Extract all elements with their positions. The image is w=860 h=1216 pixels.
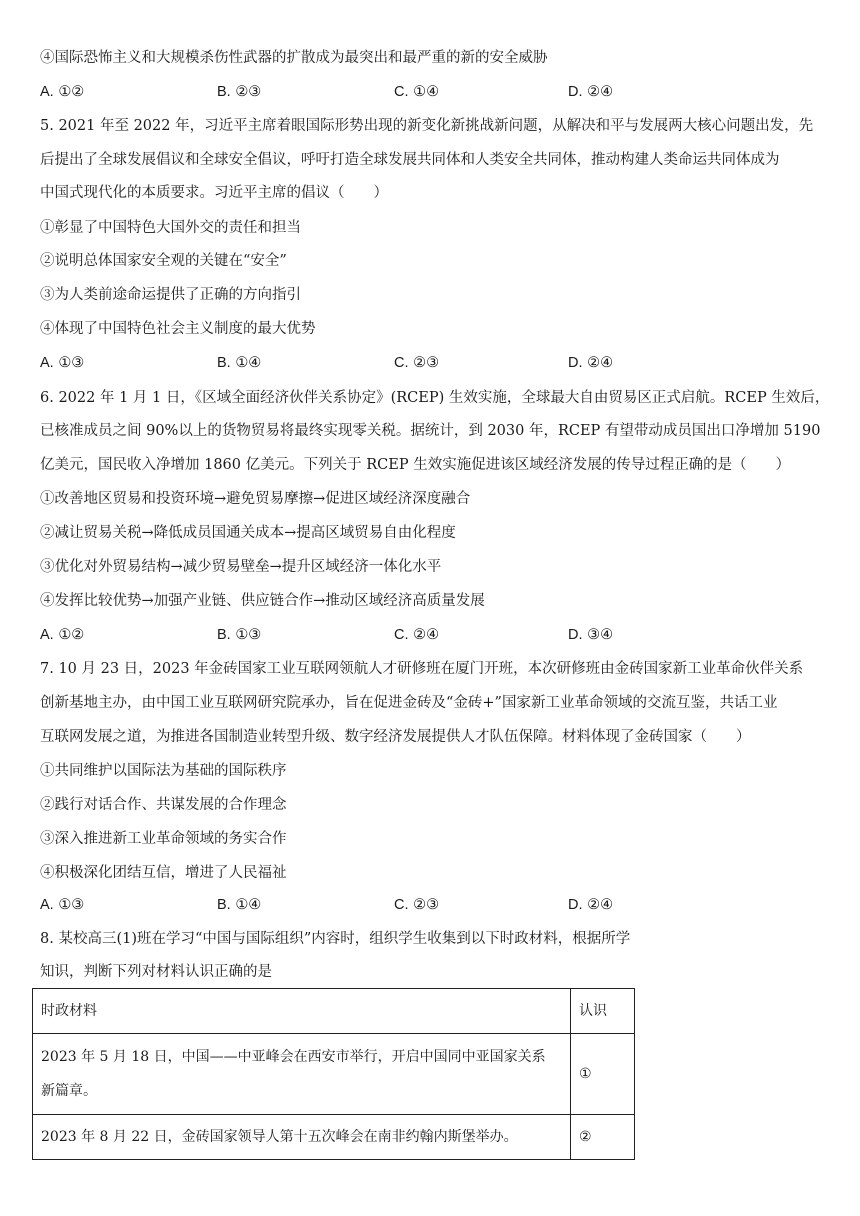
q6-stem-line-3: 亿美元，国民收入净增加 1860 亿美元。下列关于 RCEP 生效实施促进该区域经济发展的传导过程正确的是（ ） xyxy=(40,457,791,473)
table-cell-mark: ① xyxy=(571,1034,635,1115)
q7-stem-line-1: 7. 10 月 23 日，2023 年金砖国家工业互联网领航人才研修班在厦门开班，本次研修班由金砖国家新工业革命伙伴关系 xyxy=(40,661,804,677)
q5-item-3: ③为人类前途命运提供了正确的方向指引 xyxy=(40,287,301,303)
q7-item-2: ②践行对话合作、共谋发展的合作理念 xyxy=(40,797,287,813)
table-cell-line: 2023 年 8 月 22 日，金砖国家领导人第十五次峰会在南非约翰内斯堡举办。 xyxy=(41,1129,518,1145)
q6-options xyxy=(40,625,820,645)
q4-item-4: ④国际恐怖主义和大规模杀伤性武器的扩散成为最突出和最严重的新的安全威胁 xyxy=(40,50,548,66)
q7-option-c[interactable]: C. ②③ xyxy=(394,897,440,913)
q6-option-c[interactable]: C. ②④ xyxy=(394,627,440,643)
q6-stem-line-1: 6. 2022 年 1 月 1 日，《区域全面经济伙伴关系协定》(RCEP) 生效实施，全球最大自由贸易区正式启航。RCEP 生效后， xyxy=(40,390,830,406)
q7-option-d[interactable]: D. ②④ xyxy=(568,897,614,913)
q4-option-b[interactable]: B. ②③ xyxy=(217,84,262,100)
q5-item-2: ②说明总体国家安全观的关键在“安全” xyxy=(40,253,287,269)
table-header-recognition: 认识 xyxy=(571,989,635,1034)
q6-item-3: ③优化对外贸易结构→减少贸易壁垒→提升区域经济一体化水平 xyxy=(40,559,442,575)
q8-stem-line-2: 知识，判断下列对材料认识正确的是 xyxy=(40,964,272,980)
q5-stem-line-3: 中国式现代化的本质要求。习近平主席的倡议（ ） xyxy=(40,185,388,201)
q7-stem-line-2: 创新基地主办，由中国工业互联网研究院承办，旨在促进金砖及“金砖+”国家新工业革命领域的交流互鉴，共话工业 xyxy=(40,695,778,711)
q5-option-b[interactable]: B. ①④ xyxy=(217,355,262,371)
table-cell-mark: ② xyxy=(571,1115,635,1160)
q4-options xyxy=(40,82,820,102)
q6-stem-line-2: 已核准成员之间 90%以上的货物贸易将最终实现零关税。据统计，到 2030 年，RCEP 有望带动成员国出口净增加 5190 xyxy=(40,423,821,439)
q8-material-table xyxy=(32,988,635,1160)
q6-option-a[interactable]: A. ①② xyxy=(40,627,85,643)
table-cell-material xyxy=(33,1034,571,1115)
q5-option-d[interactable]: D. ②④ xyxy=(568,355,614,371)
table-row xyxy=(33,1115,635,1160)
q6-option-d[interactable]: D. ③④ xyxy=(568,627,614,643)
table-cell-material xyxy=(33,1115,571,1160)
q7-option-b[interactable]: B. ①④ xyxy=(217,897,262,913)
table-header-material: 时政材料 xyxy=(33,989,571,1034)
q4-option-d[interactable]: D. ②④ xyxy=(568,84,614,100)
q5-option-c[interactable]: C. ②③ xyxy=(394,355,440,371)
q5-item-4: ④体现了中国特色社会主义制度的最大优势 xyxy=(40,321,316,337)
q6-item-4: ④发挥比较优势→加强产业链、供应链合作→推动区域经济高质量发展 xyxy=(40,593,485,609)
q7-stem-line-3: 互联网发展之道，为推进各国制造业转型升级、数字经济发展提供人才队伍保障。材料体现了金砖国家（ ） xyxy=(40,729,751,745)
q5-stem-line-1: 5. 2021 年至 2022 年，习近平主席着眼国际形势出现的新变化新挑战新问题，从解决和平与发展两大核心问题出发，先 xyxy=(40,118,814,134)
q7-item-1: ①共同维护以国际法为基础的国际秩序 xyxy=(40,763,287,779)
q4-option-a[interactable]: A. ①② xyxy=(40,84,85,100)
q6-option-b[interactable]: B. ①③ xyxy=(217,627,262,643)
q7-item-4: ④积极深化团结互信，增进了人民福祉 xyxy=(40,865,287,881)
q6-item-1: ①改善地区贸易和投资环境→避免贸易摩擦→促进区域经济深度融合 xyxy=(40,491,471,507)
q7-option-a[interactable]: A. ①③ xyxy=(40,897,85,913)
q6-item-2: ②减让贸易关税→降低成员国通关成本→提高区域贸易自由化程度 xyxy=(40,525,456,541)
q8-stem-line-1: 8. 某校高三(1)班在学习“中国与国际组织”内容时，组织学生收集到以下时政材料，根据所学 xyxy=(40,931,631,947)
table-cell-line: 新篇章。 xyxy=(41,1083,97,1099)
q5-options xyxy=(40,353,820,373)
q5-item-1: ①彰显了中国特色大国外交的责任和担当 xyxy=(40,220,301,236)
table-cell-line: 2023 年 5 月 18 日，中国——中亚峰会在西安市举行，开启中国同中亚国家关系 xyxy=(41,1049,546,1065)
q7-item-3: ③深入推进新工业革命领域的务实合作 xyxy=(40,831,287,847)
q7-options xyxy=(40,895,820,915)
q4-option-c[interactable]: C. ①④ xyxy=(394,84,440,100)
table-row xyxy=(33,1034,635,1115)
q5-stem-line-2: 后提出了全球发展倡议和全球安全倡议，呼吁打造全球发展共同体和人类安全共同体，推动构建人类命运共同体成为 xyxy=(40,152,780,168)
q5-option-a[interactable]: A. ①③ xyxy=(40,355,85,371)
table-header-row xyxy=(33,989,635,1034)
